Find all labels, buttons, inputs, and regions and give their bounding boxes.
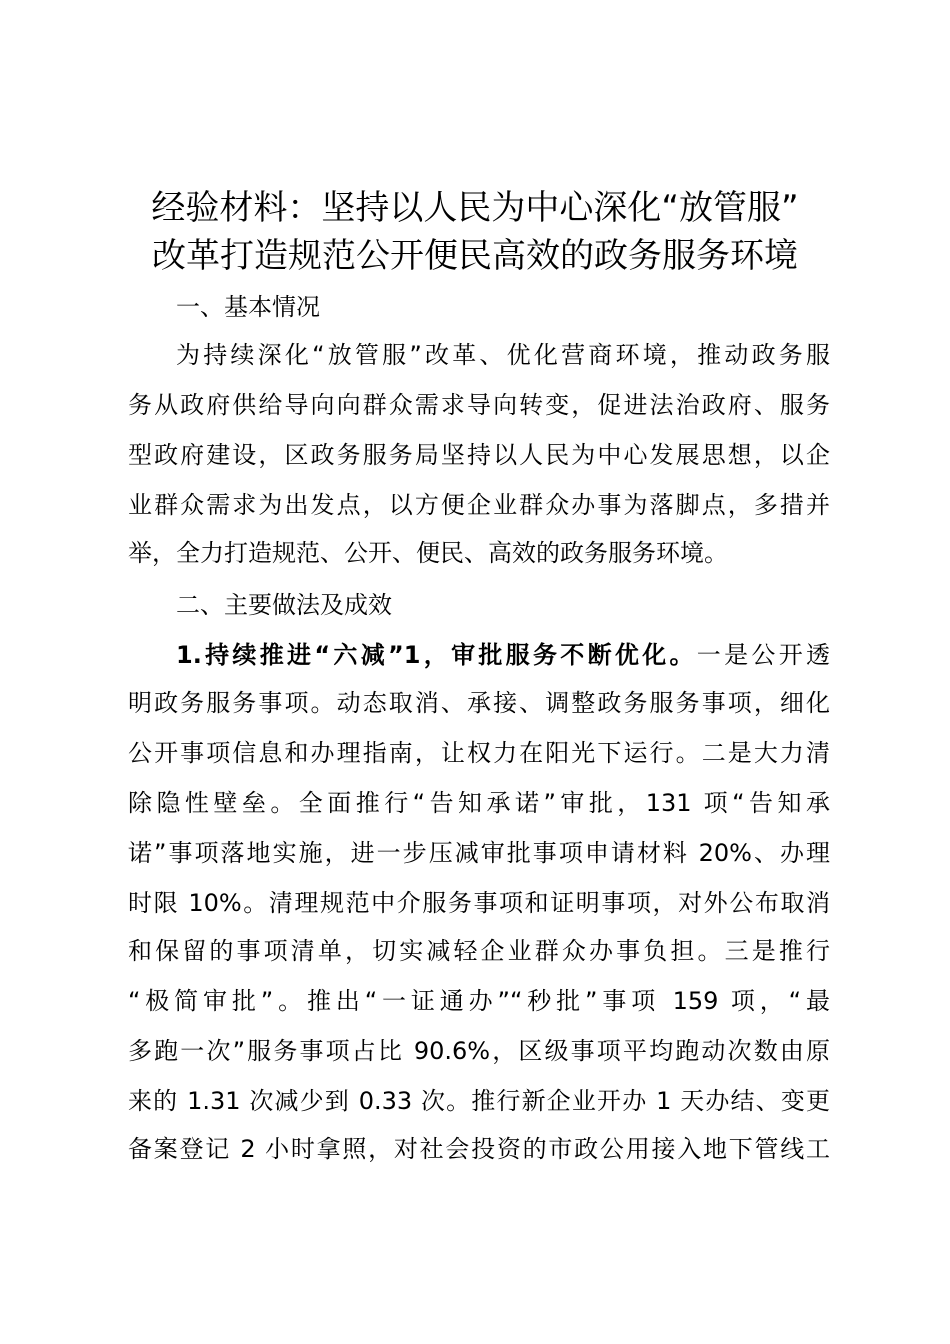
paragraph-line: 为持续深化“放管服”改革、优化营商环境，推动政务服: [176, 341, 830, 369]
section-heading-basic-situation: 一、基本情况: [176, 293, 320, 321]
paragraph-line: 来的 1.31 次减少到 0.33 次。推行新企业开办 1 天办结、变更: [128, 1087, 830, 1115]
section-heading-main-practices: 二、主要做法及成效: [176, 591, 392, 619]
paragraph-text: 一是公开透: [696, 641, 831, 669]
paragraph-line: 业群众需求为出发点，以方便企业群众办事为落脚点，多措并: [128, 491, 830, 519]
paragraph-line: 明政务服务事项。动态取消、承接、调整政务服务事项，细化: [128, 689, 830, 717]
document-title-line-2: 改革打造规范公开便民高效的政务服务环境: [152, 236, 798, 276]
paragraph-line: 和保留的事项清单，切实减轻企业群众办事负担。三是推行: [128, 937, 830, 965]
paragraph-line: 型政府建设，区政务服务局坚持以人民为中心发展思想，以企: [128, 441, 830, 469]
paragraph-line: 除隐性壁垒。全面推行“告知承诺”审批，131 项“告知承: [128, 789, 830, 817]
paragraph-line: 务从政府供给导向向群众需求导向转变，促进法治政府、服务: [128, 391, 830, 419]
paragraph-line: 时限 10%。清理规范中介服务事项和证明事项，对外公布取消: [128, 889, 830, 917]
paragraph-line: 诺”事项落地实施，进一步压减审批事项申请材料 20%、办理: [128, 839, 830, 867]
paragraph-line: 公开事项信息和办理指南，让权力在阳光下运行。二是大力清: [128, 739, 830, 767]
paragraph-line: “极简审批”。推出“一证通办”“秒批”事项 159 项，“最: [128, 987, 830, 1015]
subsection-heading-bold: 1.持续推进“六减”1，审批服务不断优化。: [176, 641, 697, 669]
paragraph-line-with-bold-lead: [176, 640, 830, 670]
paragraph-line: 举，全力打造规范、公开、便民、高效的政务服务环境。: [128, 539, 728, 567]
paragraph-line: 多跑一次”服务事项占比 90.6%，区级事项平均跑动次数由原: [128, 1037, 830, 1065]
document-title-line-1: 经验材料：坚持以人民为中心深化“放管服”: [151, 188, 799, 228]
paragraph-line: 备案登记 2 小时拿照，对社会投资的市政公用接入地下管线工: [128, 1135, 830, 1163]
